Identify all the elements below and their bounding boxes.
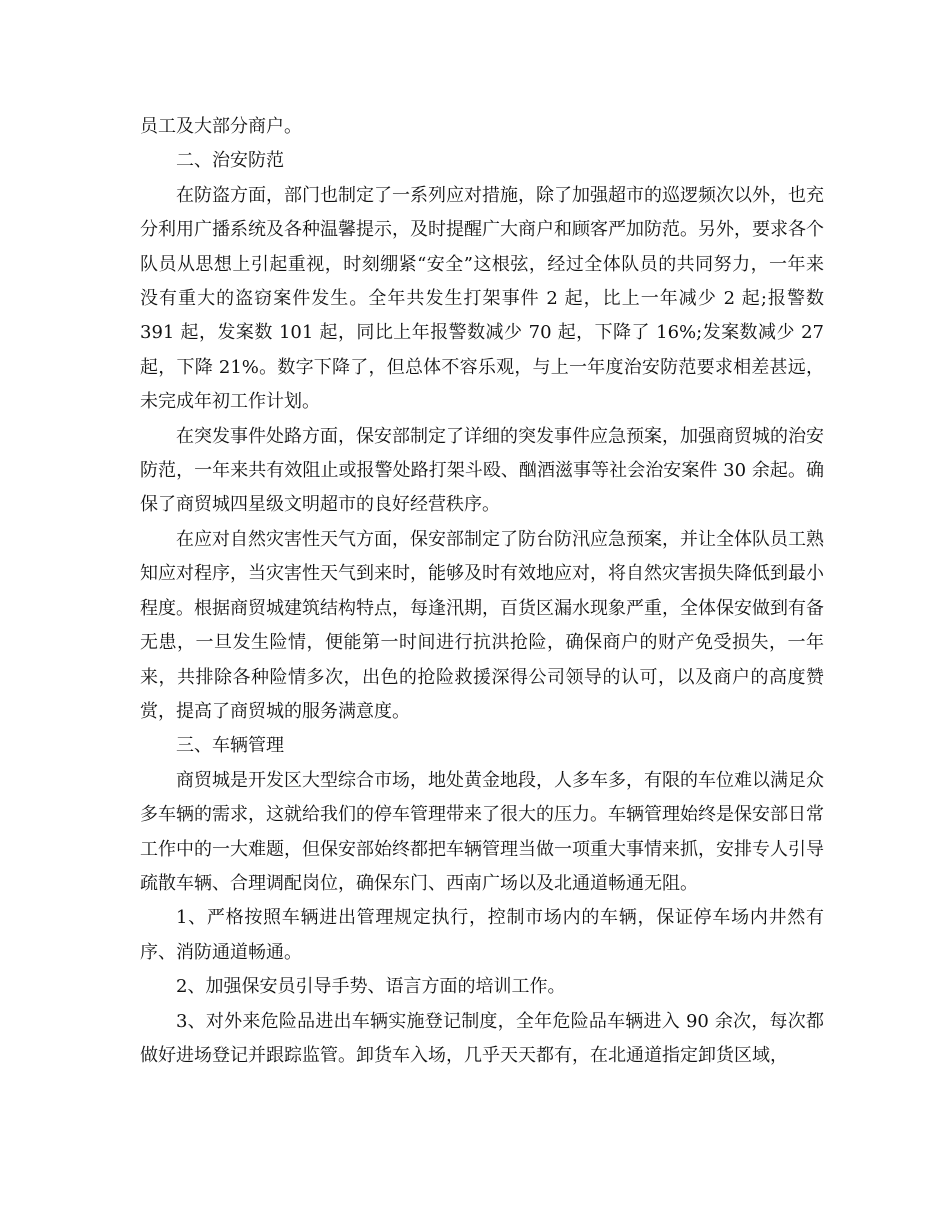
paragraph-vehicle-overview: 商贸城是开发区大型综合市场，地处黄金地段，人多车多，有限的车位难以满足众多车辆的需求，这就给我们的停车管理带来了很大的压力。车辆管理始终是保安部日常工作中的一大难题，但保安部始终都把车辆管理当做一项重大事情来抓，安排专人引导疏散车辆、合理调配岗位，确保东门、西南广场以及北通道畅通无阻。 (140, 769, 824, 894)
section-heading-vehicle-management: 三、车辆管理 (176, 735, 284, 757)
list-item-1: 1、严格按照车辆进出管理规定执行，控制市场内的车辆，保证停车场内井然有序、消防通道畅通。 (140, 907, 824, 963)
list-item-2: 2、加强保安员引导手势、语言方面的培训工作。 (176, 976, 566, 998)
paragraph-emergency-handling: 在突发事件处路方面，保安部制定了详细的突发事件应急预案，加强商贸城的治安防范，一年来共有效阻止或报警处路打架斗殴、酗酒滋事等社会治安案件 30 余起。确保了商贸城四星级文明超市的良好经营秩序。 (140, 425, 824, 516)
section-heading-public-security: 二、治安防范 (176, 150, 284, 172)
paragraph-continuation: 员工及大部分商户。 (140, 116, 302, 137)
list-item-3: 3、对外来危险品进出车辆实施登记制度，全年危险品车辆进入 90 余次，每次都做好进场登记并跟踪监管。卸货车入场，几乎天天都有，在北通道指定卸货区域， (140, 1010, 824, 1066)
document-page (140, 110, 824, 1073)
paragraph-theft-prevention: 在防盗方面，部门也制定了一系列应对措施，除了加强超市的巡逻频次以外，也充分利用广播系统及各种温馨提示，及时提醒广大商户和顾客严加防范。另外，要求各个队员从思想上引起重视，时刻绷紧“安全”这根弦，经过全体队员的共同努力，一年来没有重大的盗窃案件发生。全年共发生打架事件 2 起，比上一年减少 2 起;报警数 391 起，发案数 101 起，同比上年报警数减少 70 起，下降了 16%;发案数减少 27 起，下降 21%。数字下降了，但总体不容乐观，与上一年度治安防范要求相差甚远，未完成年初工作计划。 (140, 184, 824, 413)
paragraph-natural-disaster: 在应对自然灾害性天气方面，保安部制定了防台防汛应急预案，并让全体队员工熟知应对程序，当灾害性天气到来时，能够及时有效地应对，将自然灾害损失降低到最小程度。根据商贸城建筑结构特点，每逢汛期，百货区漏水现象严重，全体保安做到有备无患，一旦发生险情，便能第一时间进行抗洪抢险，确保商户的财产免受损失，一年来，共排除各种险情多次，出色的抢险救援深得公司领导的认可，以及商户的高度赞赏，提高了商贸城的服务满意度。 (140, 528, 824, 722)
